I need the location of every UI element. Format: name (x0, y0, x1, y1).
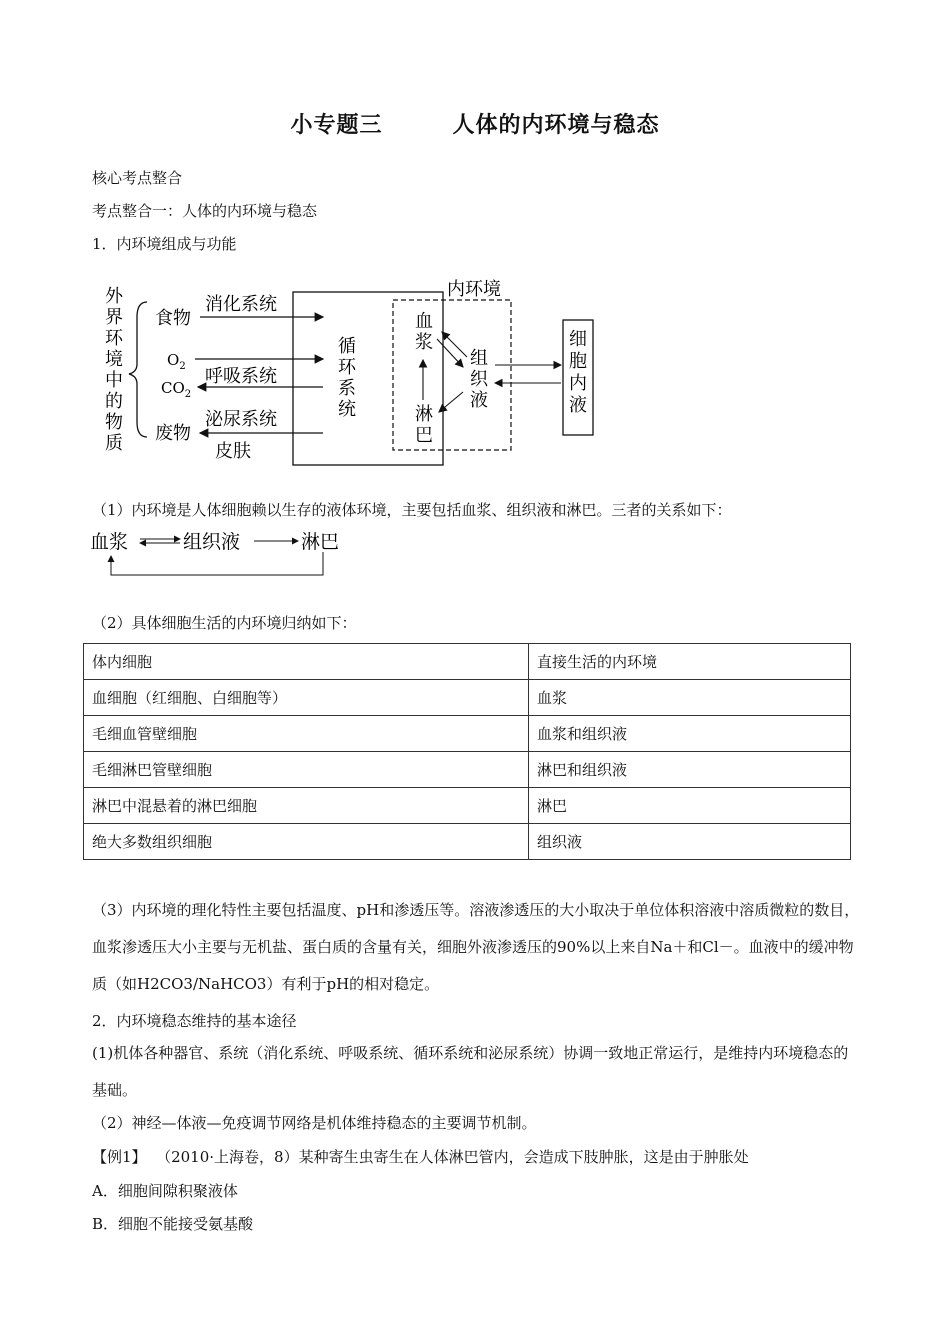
ext-char-6: 物 (105, 412, 123, 433)
section-header: 核心考点整合 (92, 169, 183, 187)
skin-label: 皮肤 (215, 441, 251, 462)
paragraph-2: （2）具体细胞生活的内环境归纳如下： (92, 614, 357, 632)
internal-environment-label: 内环境 (447, 279, 501, 300)
intra-char-2: 内 (569, 373, 587, 394)
circ-char-1: 环 (338, 357, 356, 378)
ext-char-2: 环 (105, 328, 123, 349)
digestive-label: 消化系统 (205, 294, 277, 315)
relation-plasma: 血浆 (90, 531, 129, 553)
table-header-cell: 体内细胞 (84, 644, 529, 680)
lymph-char-0: 淋 (415, 404, 433, 425)
respiratory-label: 呼吸系统 (205, 366, 277, 387)
lymph-label (415, 404, 433, 446)
internal-environment-diagram (95, 272, 605, 472)
point2-heading: 2．内环境稳态维持的基本途径 (92, 1012, 297, 1030)
ext-char-0: 外 (105, 286, 123, 307)
table-cell: 血浆 (529, 680, 851, 716)
internal-environment-box (393, 300, 511, 450)
lymph-to-plasma-rel (111, 552, 323, 575)
relation-lymph: 淋巴 (301, 531, 340, 553)
urinary-label: 泌尿系统 (205, 409, 277, 430)
lymph-char-1: 巴 (415, 425, 433, 446)
intra-char-1: 胞 (569, 351, 587, 372)
ext-char-1: 界 (105, 307, 123, 328)
table-row (84, 752, 851, 788)
tissue-to-plasma-arrow (442, 332, 467, 357)
plasma-label (415, 311, 433, 353)
table-cell: 绝大多数组织细胞 (84, 824, 529, 860)
intra-char-0: 细 (569, 329, 587, 350)
external-environment-label (105, 286, 124, 454)
tissue-char-0: 组 (470, 348, 488, 369)
paragraph-3: （3）内环境的理化特性主要包括温度、pH和渗透压等。溶液渗透压的大小取决于单位体积溶液中溶质微粒的数目，血浆渗透压大小主要与无机盐、蛋白质的含量有关，细胞外液渗透压的90%以上来自Na＋和Cl－。血液中的缓冲物质（如H2CO3/NaHCO3）有利于pH的相对稳定。 (92, 901, 860, 993)
circulation-label (338, 336, 357, 420)
relation-tissue: 组织液 (183, 531, 241, 553)
ext-char-4: 中 (105, 370, 123, 391)
table-row (84, 788, 851, 824)
table-cell: 淋巴和组织液 (529, 752, 851, 788)
co2-label: $CO_2$ (161, 379, 192, 400)
paragraph-4: (1)机体各种器官、系统（消化系统、呼吸系统、循环系统和泌尿系统）协调一致地正常运行，是维持内环境稳态的基础。 (92, 1044, 849, 1099)
tissue-char-2: 液 (470, 390, 488, 411)
fluid-relation-diagram (88, 522, 358, 582)
table-cell: 毛细淋巴管壁细胞 (84, 752, 529, 788)
tissue-fluid-label (470, 348, 489, 411)
table-row (84, 824, 851, 860)
ext-char-7: 质 (105, 433, 123, 454)
title-part1: 小专题三 (290, 113, 383, 138)
ext-char-5: 的 (105, 391, 123, 412)
table-header-cell: 直接生活的内环境 (529, 644, 851, 680)
o2-label: $O_2$ (167, 351, 186, 372)
circ-char-0: 循 (338, 336, 356, 357)
table-cell: 血细胞（红细胞、白细胞等） (84, 680, 529, 716)
intra-char-3: 液 (569, 395, 587, 416)
example-tag: 【例1】 (92, 1148, 147, 1166)
example-text: （2010·上海卷，8）某种寄生虫寄生在人体淋巴管内，会造成下肢肿胀，这是由于肿胀处 (156, 1148, 749, 1166)
plasma-char-0: 血 (415, 311, 433, 332)
circ-char-2: 系 (338, 378, 356, 399)
food-label: 食物 (155, 308, 191, 329)
subsection-heading: 考点整合一：人体的内环境与稳态 (92, 202, 318, 220)
point1-heading: 1．内环境组成与功能 (92, 235, 237, 253)
intracellular-label (569, 329, 587, 416)
plasma-char-1: 浆 (415, 332, 433, 353)
title-part2: 人体的内环境与稳态 (452, 113, 660, 138)
table-cell: 淋巴中混悬着的淋巴细胞 (84, 788, 529, 824)
brace (129, 302, 147, 437)
paragraph-5: （2）神经—体液—免疫调节网络是机体维持稳态的主要调节机制。 (92, 1114, 537, 1132)
cell-environment-table (83, 643, 851, 860)
waste-label: 废物 (155, 423, 191, 444)
circ-char-3: 统 (338, 399, 356, 420)
plasma-to-tissue-arrow (437, 339, 463, 367)
table-row (84, 680, 851, 716)
page-title (0, 108, 950, 139)
table-cell: 淋巴 (529, 788, 851, 824)
table-cell: 组织液 (529, 824, 851, 860)
ext-char-3: 境 (105, 349, 123, 370)
paragraph-1: （1）内环境是人体细胞赖以生存的液体环境，主要包括血浆、组织液和淋巴。三者的关系如下： (92, 501, 732, 519)
example-question (92, 1146, 749, 1167)
option-b: B．细胞不能接受氨基酸 (92, 1215, 254, 1233)
option-a: A．细胞间隙积聚液体 (92, 1182, 238, 1200)
table-cell: 毛细血管壁细胞 (84, 716, 529, 752)
table-header-row (84, 644, 851, 680)
table-cell: 血浆和组织液 (529, 716, 851, 752)
table-row (84, 716, 851, 752)
tissue-char-1: 织 (470, 369, 488, 390)
